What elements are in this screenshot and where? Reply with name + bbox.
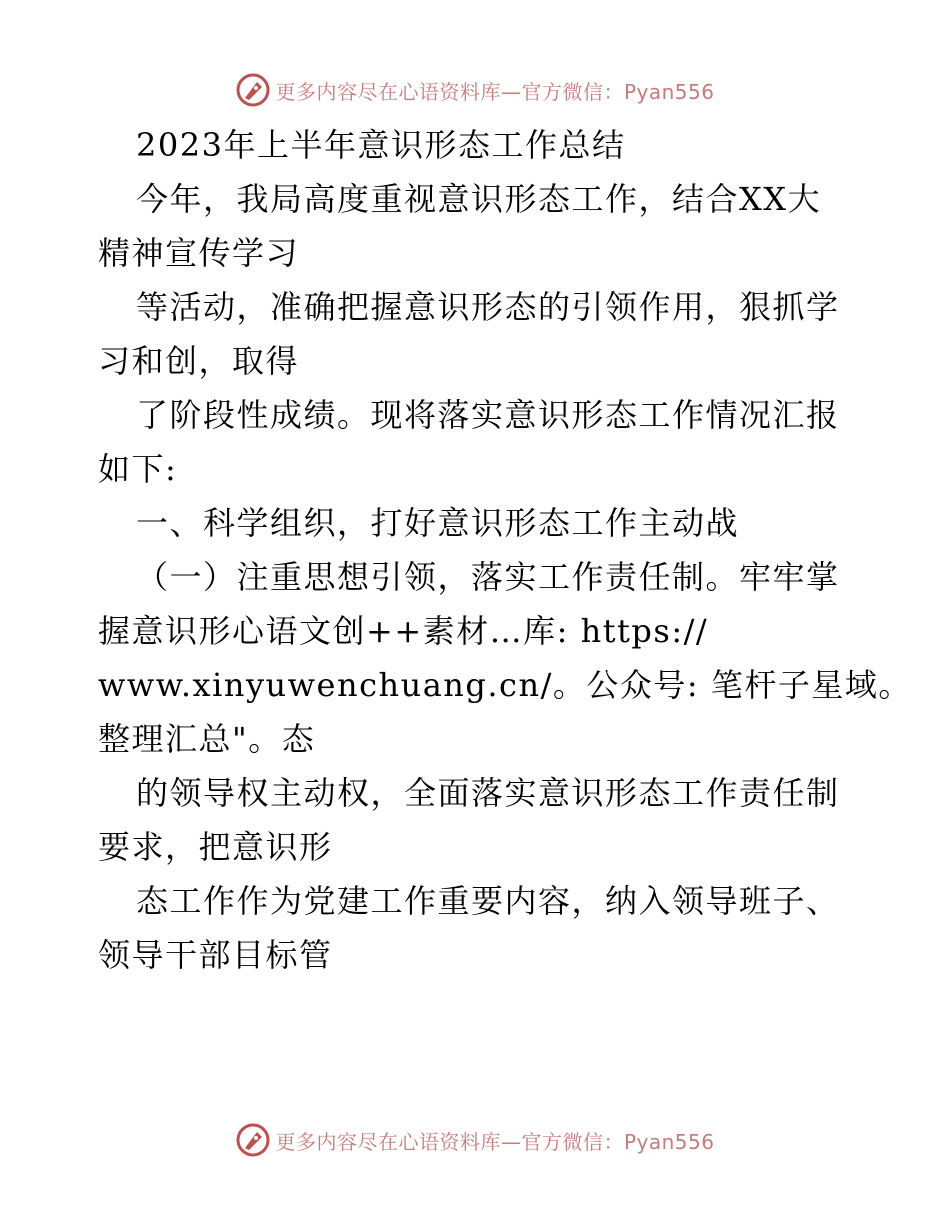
paragraph-line: 了阶段性成绩。现将落实意识形态工作情况汇报: [136, 396, 840, 434]
header-banner-text: 更多内容尽在心语资料库—官方微信：Pyan556: [275, 79, 715, 104]
paragraph-line: 习和创，取得: [98, 342, 300, 380]
section-heading: 一、科学组织，打好意识形态工作主动战: [136, 504, 740, 542]
paragraph-line: 握意识形心语文创++素材…库: https://: [98, 612, 709, 650]
paragraph-line: 的领导权主动权，全面落实意识形态工作责任制: [136, 774, 840, 812]
header-banner: [0, 70, 950, 110]
paragraph-line: 态工作作为党建工作重要内容，纳入领导班子、: [136, 882, 840, 920]
document-title: 2023年上半年意识形态工作总结: [136, 126, 626, 164]
document-body: [98, 118, 912, 982]
footer-banner-text: 更多内容尽在心语资料库—官方微信：Pyan556: [275, 1129, 715, 1154]
paragraph-line: （一）注重思想引领，落实工作责任制。牢牢掌: [136, 558, 840, 596]
pen-nib-icon: [235, 1122, 271, 1158]
paragraph-line: 精神宣传学习: [98, 234, 300, 272]
paragraph-line: 等活动，准确把握意识形态的引领作用，狠抓学: [136, 288, 840, 326]
paragraph-line: 领导干部目标管: [98, 936, 333, 974]
paragraph-line: 今年，我局高度重视意识形态工作，结合XX大: [136, 180, 822, 218]
paragraph-line: 整理汇总"。态: [98, 720, 316, 758]
footer-banner: [0, 1120, 950, 1160]
pen-nib-icon: [235, 72, 271, 108]
paragraph-line: 如下:: [98, 450, 178, 488]
paragraph-line: www.xinyuwenchuang.cn/。公众号: 笔杆子星域。: [98, 666, 912, 704]
paragraph-line: 要求，把意识形: [98, 828, 333, 866]
